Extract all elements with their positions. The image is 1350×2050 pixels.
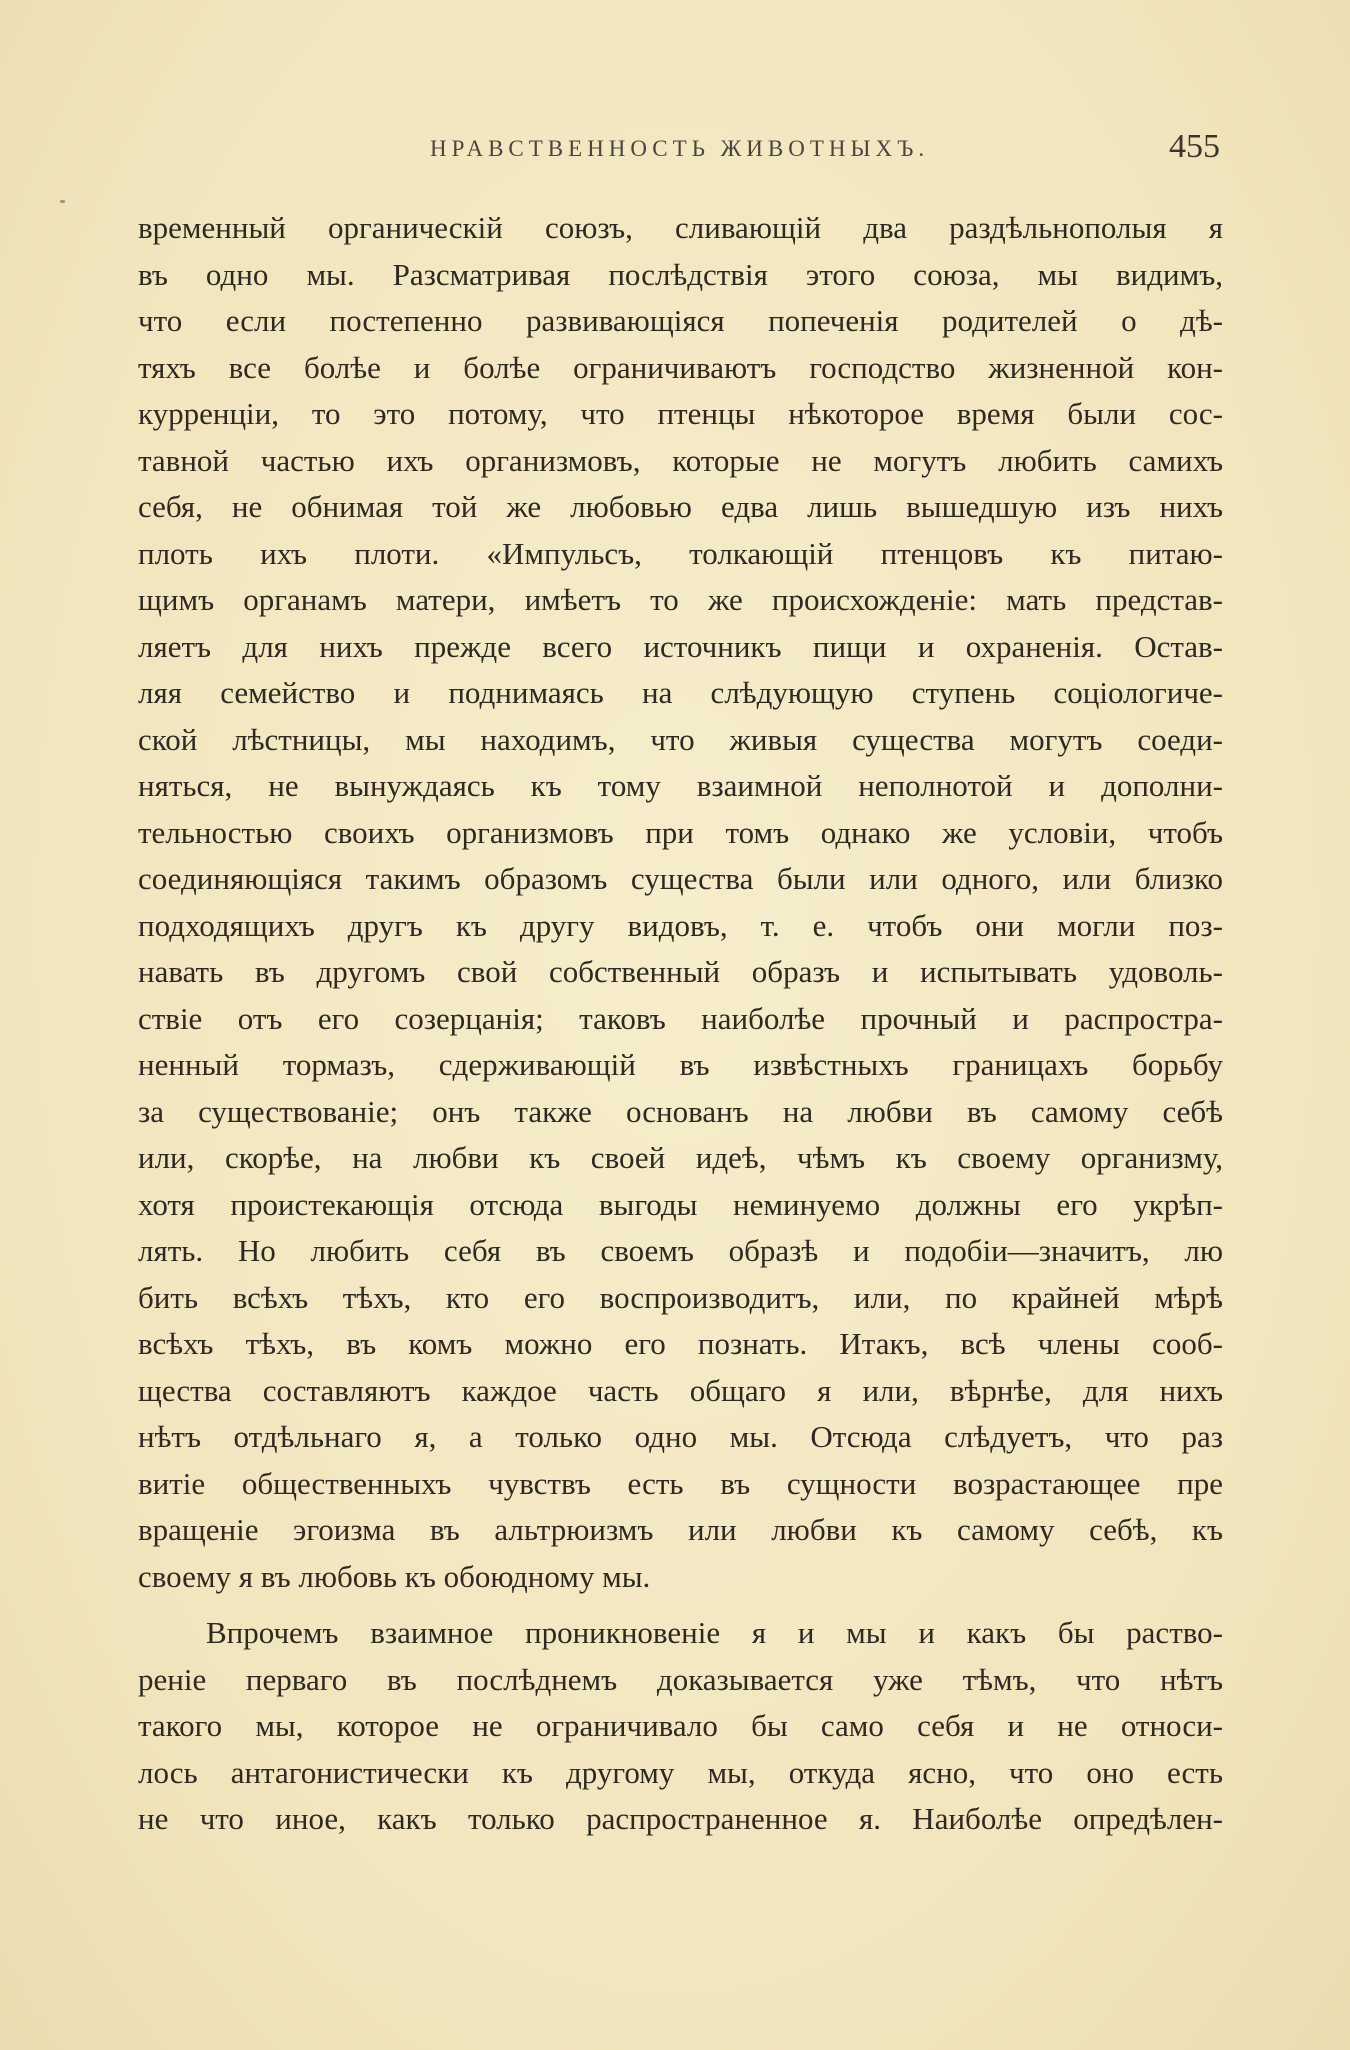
paragraph-1 — [138, 205, 1223, 1600]
text-line: временный органическiй союзъ, сливающiй два раздѣльнополыя я — [138, 210, 1223, 245]
text-line: витiе общественныхъ чувствъ есть въ сущности возрастающее пре — [138, 1465, 1223, 1501]
margin-mark — [60, 200, 65, 203]
text-line: щества составляютъ каждое часть общаго я или, вѣрнѣе, для нихъ — [138, 1372, 1223, 1408]
text-line: не что иное, какъ только распространенное я. Наиболѣе опредѣлен- — [138, 1801, 1223, 1836]
paragraph-2 — [138, 1610, 1223, 1843]
text-line: бить всѣхъ тѣхъ, кто его воспроизводитъ, или, по крайней мѣрѣ — [138, 1279, 1223, 1315]
text-line: курренцiи, то это потому, что птенцы нѣкоторое время были сос- — [138, 396, 1223, 431]
page-header — [140, 128, 1220, 172]
text-line: что если постепенно развивающiяся попеченiя родителей о дѣ- — [138, 303, 1223, 338]
text-line: подходящихъ другъ къ другу видовъ, т. е. чтобъ они могли поз- — [138, 907, 1223, 943]
text-line: такого мы, которое не ограничивало бы само себя и не относи- — [138, 1708, 1223, 1743]
text-line: тяхъ все болѣе и болѣе ограничиваютъ господство жизненной кон- — [138, 349, 1223, 385]
text-line: своему я въ любовь къ обоюдному мы. — [138, 1558, 651, 1594]
text-line: себя, не обнимая той же любовью едва лишь вышедшую изъ нихъ — [138, 489, 1223, 524]
text-line: соединяющiяся такимъ образомъ существа были или одного, или близко — [138, 861, 1223, 896]
text-line: въ одно мы. Разсматривая послѣдствiя этого союза, мы видимъ, — [138, 256, 1223, 292]
page-number: 455 — [1169, 128, 1220, 165]
text-line: ненный тормазъ, сдерживающiй въ извѣстныхъ границахъ борьбу — [138, 1047, 1223, 1082]
text-line: щимъ органамъ матери, имѣетъ то же происхожденiе: мать представ- — [138, 582, 1223, 617]
text-line: ренiе перваго въ послѣднемъ доказывается уже тѣмъ, что нѣтъ — [138, 1661, 1223, 1697]
text-line: навать въ другомъ свой собственный образъ и испытывать удоволь- — [138, 954, 1223, 989]
text-line: вращенiе эгоизма въ альтрюизмъ или любви къ самому себѣ, къ — [138, 1512, 1223, 1547]
text-line: ской лѣстницы, мы находимъ, что живыя существа могутъ соеди- — [138, 721, 1223, 757]
text-line: или, скорѣе, на любви къ своей идеѣ, чѣмъ къ своему организму, — [138, 1140, 1223, 1175]
text-line: лось антагонистически къ другому мы, откуда ясно, что оно есть — [138, 1754, 1223, 1790]
text-line: Впрочемъ взаимное проникновенiе я и мы и какъ бы раство- — [206, 1615, 1223, 1650]
text-line: плоть ихъ плоти. «Импульсъ, толкающiй птенцовъ къ питаю- — [138, 535, 1223, 571]
page-text — [138, 205, 1223, 1843]
text-line: ляетъ для нихъ прежде всего источникъ пищи и охраненiя. Остав- — [138, 628, 1223, 664]
text-line: ляя семейство и поднимаясь на слѣдующую ступень соцiологиче- — [138, 675, 1223, 710]
text-line: нѣтъ отдѣльнаго я, а только одно мы. Отсюда слѣдуетъ, что раз — [138, 1419, 1223, 1454]
running-head: НРАВСТВЕННОСТЬ ЖИВОТНЫХЪ. — [430, 136, 930, 161]
text-line: ствiе отъ его созерцанiя; таковъ наиболѣе прочный и распростра- — [138, 1000, 1223, 1036]
text-line: тельностью своихъ организмовъ при томъ однако же условiи, чтобъ — [138, 814, 1223, 850]
text-line: тавной частью ихъ организмовъ, которые не могутъ любить самихъ — [138, 442, 1223, 478]
text-line: няться, не вынуждаясь къ тому взаимной неполнотой и дополни- — [138, 768, 1223, 803]
text-line: за существованiе; онъ также основанъ на любви въ самому себѣ — [138, 1093, 1223, 1129]
text-line: хотя проистекающiя отсюда выгоды неминуемо должны его укрѣп- — [138, 1186, 1223, 1222]
paragraph-gap — [138, 1600, 1223, 1610]
text-line: всѣхъ тѣхъ, въ комъ можно его познать. Итакъ, всѣ члены сооб- — [138, 1326, 1223, 1361]
text-line: лять. Но любить себя въ своемъ образѣ и подобiи—значитъ, лю — [138, 1233, 1223, 1268]
